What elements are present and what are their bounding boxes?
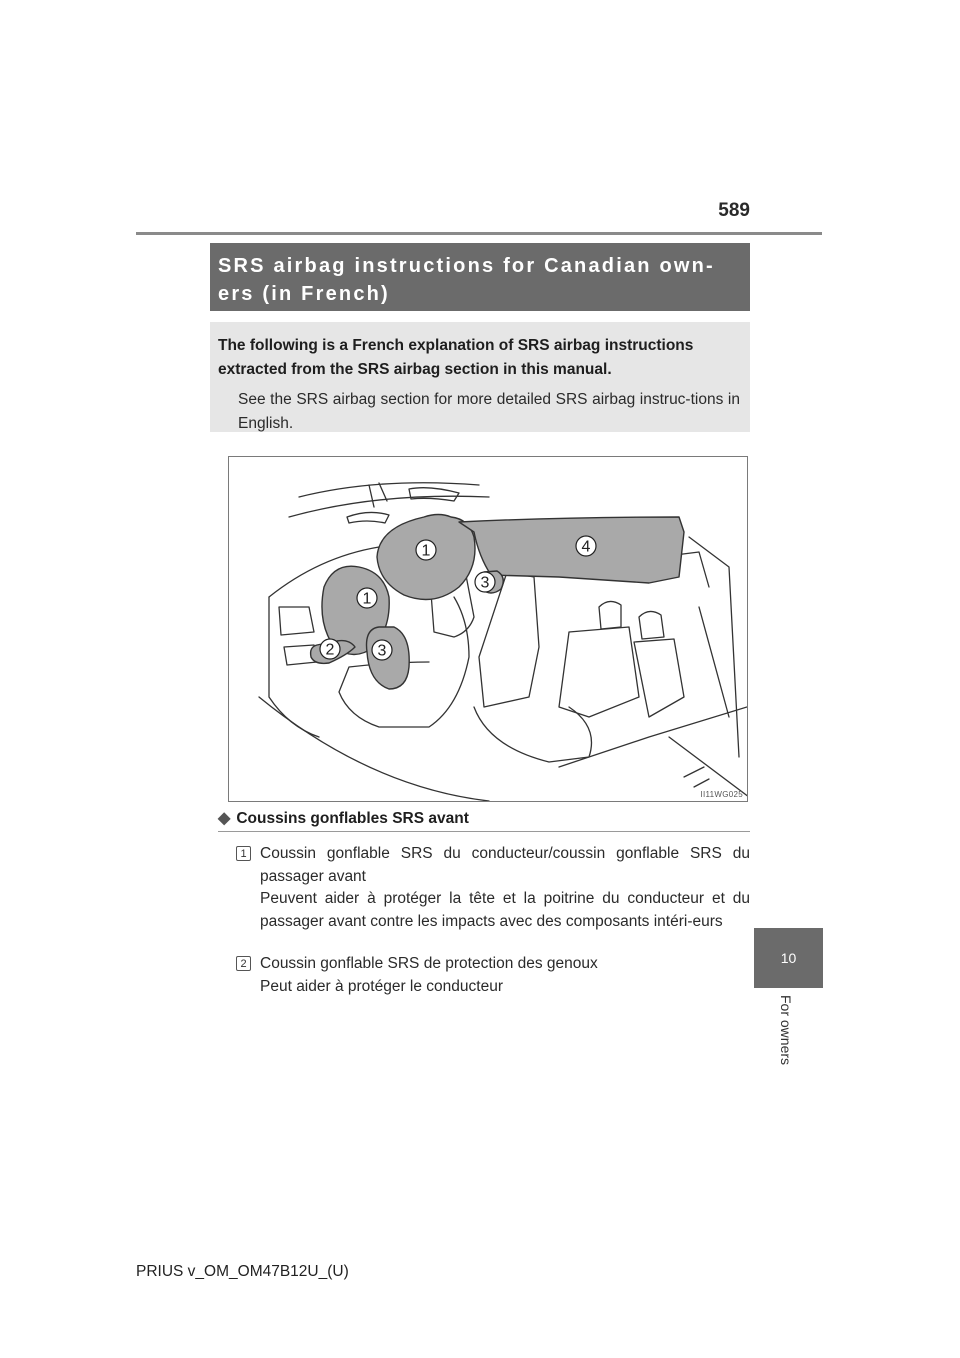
chapter-tab: 10 xyxy=(754,928,823,988)
item-title: Coussin gonflable SRS de protection des genoux xyxy=(260,955,598,972)
item-number-badge: 2 xyxy=(236,956,251,971)
callout-4: 4 xyxy=(581,538,591,556)
rear-view-mirror xyxy=(347,512,389,523)
figure-code: II11WG025 xyxy=(700,790,743,799)
section-title-bar xyxy=(210,243,750,311)
callout-3-upper: 3 xyxy=(480,574,490,592)
seatbelt-line xyxy=(699,607,729,717)
callout-1-upper: 1 xyxy=(421,542,431,560)
page-number: 589 xyxy=(718,200,750,221)
item-number-badge: 1 xyxy=(236,846,251,861)
rear-seat-back xyxy=(559,627,639,717)
rear-headrest-right xyxy=(639,611,664,639)
floor-detail xyxy=(684,767,709,787)
diamond-bullet-icon: ◆ xyxy=(218,810,231,827)
airbag-illustration xyxy=(228,456,748,802)
rear-pillar xyxy=(689,537,739,757)
callout-2: 2 xyxy=(325,641,335,659)
footer-doc-id: PRIUS v_OM_OM47B12U_(U) xyxy=(136,1263,349,1280)
rear-headrest-left xyxy=(599,601,621,629)
passenger-seat-cushion xyxy=(474,707,592,762)
header-rule xyxy=(136,232,822,235)
chapter-label: For owners xyxy=(778,995,794,1066)
list-item xyxy=(236,953,750,998)
subsection-heading xyxy=(218,808,750,830)
item-description: Peut aider à protéger le conducteur xyxy=(260,977,503,995)
callout-1-lower: 1 xyxy=(362,590,372,608)
instrument-panel xyxy=(279,607,314,635)
sun-visor-lines xyxy=(369,483,387,507)
item-title: Coussin gonflable SRS du conducteur/coussin gonflable SRS du passager avant xyxy=(260,845,750,885)
rear-door-sill xyxy=(669,737,747,797)
list-item xyxy=(236,843,750,933)
front-floor-line xyxy=(259,697,489,801)
section-title-line-2: ers (in French) xyxy=(218,283,390,305)
roof-line xyxy=(299,483,479,497)
subsection-rule xyxy=(218,831,750,832)
intro-note: See the SRS airbag section for more detailed SRS airbag instruc-tions in English. xyxy=(238,391,740,432)
intro-box xyxy=(210,322,750,432)
callout-3-lower: 3 xyxy=(377,642,387,660)
item-description: Peuvent aider à protéger la tête et la poitrine du conducteur et du passager avant contre les impacts avec des composants intéri-eurs xyxy=(260,890,750,930)
car-interior-drawing xyxy=(229,457,747,801)
intro-summary: The following is a French explanation of SRS airbag instructions extracted from the SRS airbag section in this manual. xyxy=(218,337,694,378)
section-title-line-1: SRS airbag instructions for Canadian own- xyxy=(218,255,715,277)
subsection-heading-text: Coussins gonflables SRS avant xyxy=(236,810,469,827)
rear-seat-right xyxy=(634,639,684,717)
windshield-top-line xyxy=(289,496,489,517)
overhead-console xyxy=(409,488,459,501)
